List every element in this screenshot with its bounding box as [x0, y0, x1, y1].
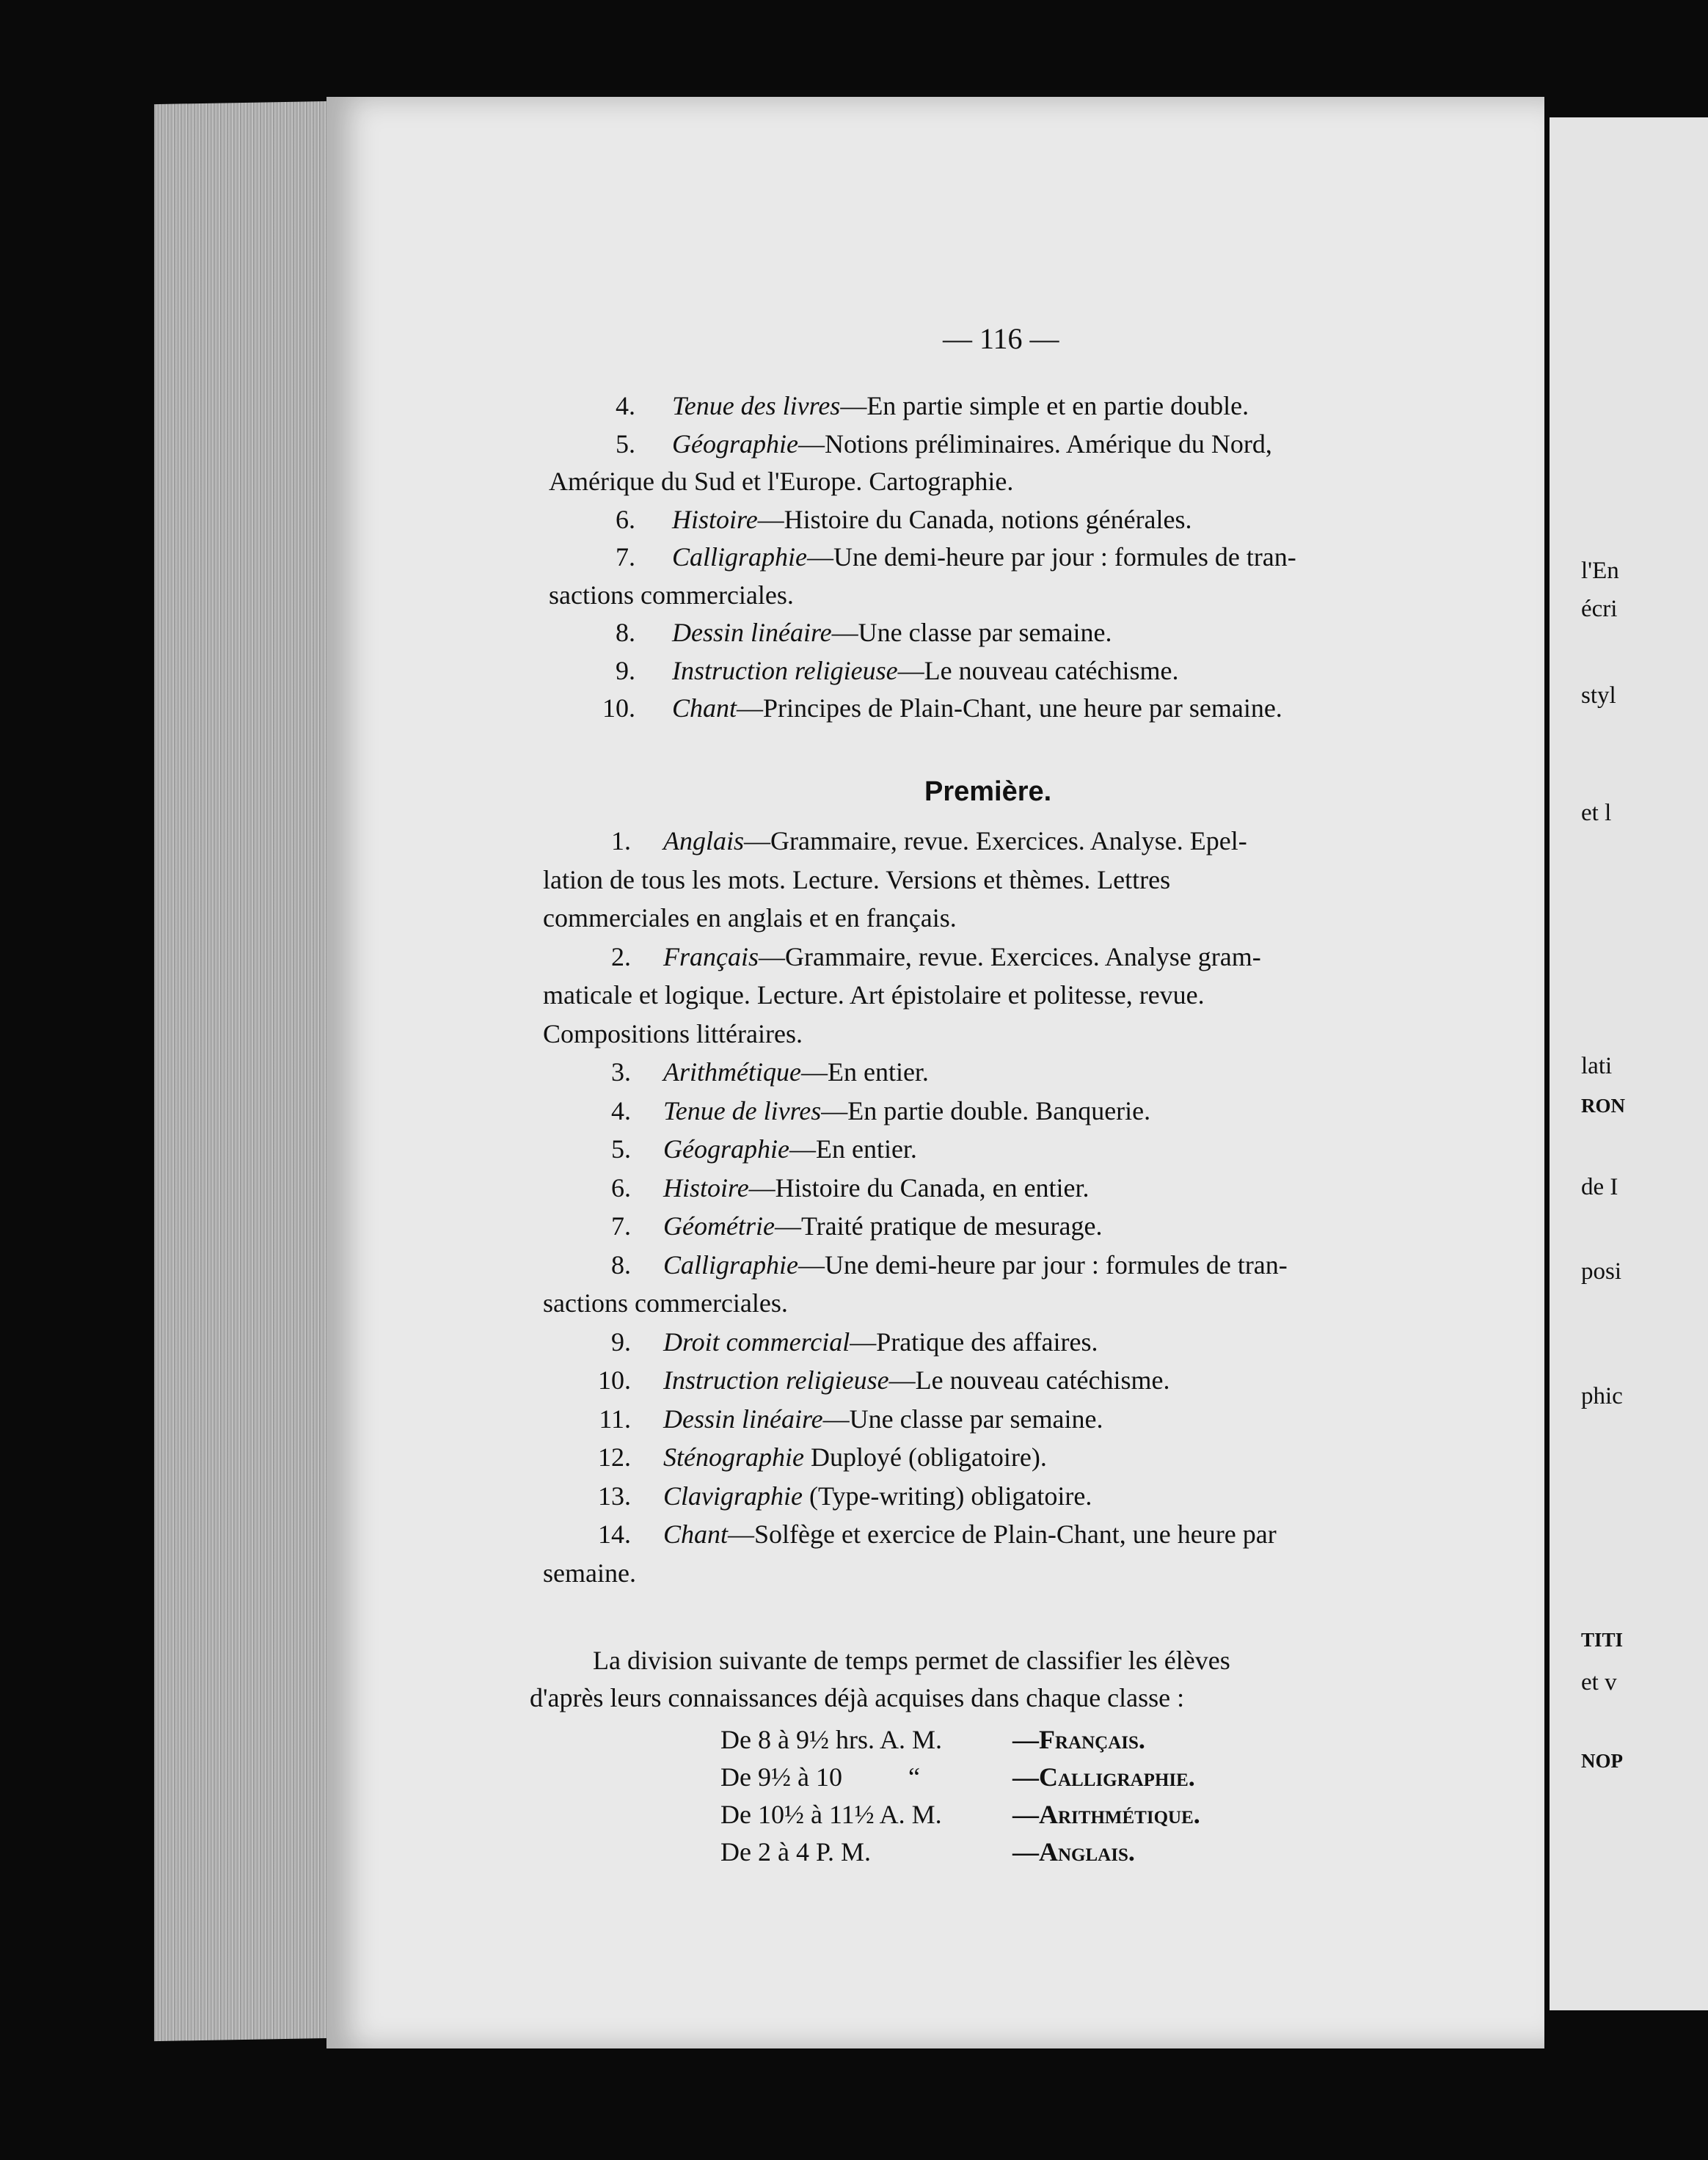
item-continuation: Compositions littéraires.: [543, 1018, 803, 1048]
item-text: —Pratique des affaires.: [850, 1327, 1098, 1357]
item-line: [672, 541, 1296, 572]
item-term: Calligraphie: [672, 542, 808, 572]
item-continuation: commerciales en anglais et en français.: [543, 903, 957, 933]
item-line: [672, 390, 1249, 421]
adjacent-page-fragment: NOP: [1581, 1750, 1623, 1772]
item-number: 4.: [616, 391, 635, 420]
item-number: 6.: [616, 504, 635, 534]
item-line: [663, 1481, 1092, 1511]
item-term: Dessin linéaire: [672, 618, 832, 647]
item-number: 8.: [616, 618, 635, 647]
item-text: —Une classe par semaine.: [822, 1404, 1103, 1434]
item-text: —Histoire du Canada, notions générales.: [757, 504, 1192, 534]
item-number: 13.: [598, 1481, 631, 1511]
adjacent-page-fragment: styl: [1581, 682, 1616, 709]
item-continuation: semaine.: [543, 1558, 636, 1588]
adjacent-page-fragment: et v: [1581, 1669, 1617, 1696]
item-number: 8.: [611, 1249, 631, 1280]
item-number: 10.: [602, 693, 635, 723]
adjacent-page-fragment: phic: [1581, 1383, 1623, 1409]
adjacent-page-fragment: de I: [1581, 1174, 1618, 1200]
item-term: Arithmétique: [663, 1057, 801, 1087]
item-number: 10.: [598, 1365, 631, 1395]
item-number: 3.: [611, 1057, 631, 1087]
item-term: Anglais: [663, 826, 745, 855]
item-number: 1.: [611, 826, 631, 855]
item-line: [663, 1172, 1090, 1203]
item-line: [663, 941, 1261, 972]
page: [326, 97, 1544, 2048]
adjacent-page-fragment: écri: [1581, 596, 1618, 622]
item-term: Instruction religieuse: [663, 1365, 889, 1395]
item-text: —Grammaire, revue. Exercices. Analyse gram-: [759, 941, 1261, 971]
intro-line-1: La division suivante de temps permet de classifier les élèves: [593, 1646, 1230, 1675]
item-text: —Solfège et exercice de Plain-Chant, une heure par: [728, 1519, 1277, 1549]
adjacent-page-fragment: et l: [1581, 800, 1612, 826]
item-term: Géographie: [672, 428, 798, 459]
item-line: [672, 504, 1192, 535]
schedule-time: De 10½ à 11½ A. M.: [720, 1800, 942, 1829]
item-term: Dessin linéaire: [663, 1404, 823, 1434]
item-term: Chant: [672, 693, 737, 723]
item-number: 12.: [598, 1442, 631, 1472]
schedule-subject: —Anglais.: [1012, 1837, 1135, 1867]
item-text: —Histoire du Canada, en entier.: [748, 1172, 1090, 1203]
schedule-time: De 9½ à 10 “: [720, 1762, 920, 1792]
item-line: [672, 428, 1272, 459]
item-line: [663, 1057, 929, 1087]
item-text: —Le nouveau catéchisme.: [888, 1365, 1170, 1395]
page-number: — 116 —: [943, 322, 1059, 355]
item-text: —Grammaire, revue. Exercices. Analyse. Epel-: [744, 826, 1247, 855]
item-continuation: Amérique du Sud et l'Europe. Cartographie.: [549, 467, 1014, 496]
item-line: [663, 1519, 1277, 1550]
adjacent-page-fragment: posi: [1581, 1258, 1622, 1285]
schedule-subject: —Français.: [1012, 1725, 1145, 1754]
item-term: Géométrie: [663, 1211, 775, 1241]
item-line: [663, 825, 1247, 856]
item-continuation: sactions commerciales.: [543, 1288, 788, 1318]
item-term: Tenue de livres: [663, 1095, 822, 1125]
item-number: 14.: [598, 1519, 631, 1549]
item-line: [663, 1134, 917, 1164]
item-line: [663, 1327, 1098, 1357]
item-continuation: maticale et logique. Lecture. Art épistolaire et politesse, revue.: [543, 980, 1205, 1010]
item-number: 9.: [616, 655, 635, 685]
item-number: 6.: [611, 1172, 631, 1203]
item-line: [663, 1095, 1150, 1126]
item-text: —Une demi-heure par jour : formules de tran-: [807, 542, 1296, 572]
item-text: —En entier.: [789, 1134, 917, 1164]
item-text: —En partie double. Banquerie.: [821, 1095, 1151, 1125]
adjacent-page-fragment: lati: [1581, 1053, 1613, 1079]
item-text: —En entier.: [800, 1057, 929, 1087]
item-number: 9.: [611, 1327, 631, 1357]
item-number: 7.: [611, 1211, 631, 1241]
item-text: —Le nouveau catéchisme.: [897, 655, 1179, 685]
adjacent-page-fragment: RON: [1581, 1095, 1625, 1117]
adjacent-page-fragment: TITI: [1581, 1629, 1624, 1651]
item-number: 5.: [611, 1134, 631, 1164]
item-term: Instruction religieuse: [672, 655, 898, 685]
item-line: [672, 693, 1282, 723]
item-term: Histoire: [663, 1172, 749, 1203]
intro-line-2: d'après leurs connaissances déjà acquises dans chaque classe :: [530, 1683, 1185, 1712]
item-line: [663, 1211, 1103, 1241]
item-number: 2.: [611, 941, 631, 971]
item-text: (Type-writing) obligatoire.: [802, 1481, 1092, 1511]
item-line: [663, 1365, 1169, 1395]
item-text: —Une demi-heure par jour : formules de tran-: [798, 1249, 1288, 1280]
item-term: Chant: [663, 1519, 729, 1549]
item-text: —En partie simple et en partie double.: [840, 391, 1249, 420]
item-number: 4.: [611, 1095, 631, 1125]
item-term: Clavigraphie: [663, 1481, 803, 1511]
item-term: Géographie: [663, 1134, 789, 1164]
item-continuation: sactions commerciales.: [549, 580, 794, 610]
item-term: Droit commercial: [663, 1327, 850, 1357]
schedule-subject: —Arithmétique.: [1012, 1800, 1200, 1829]
item-line: [663, 1442, 1047, 1473]
item-line: [672, 655, 1178, 686]
item-text: —Principes de Plain-Chant, une heure par semaine.: [737, 693, 1282, 723]
item-text: —Notions préliminaires. Amérique du Nord,: [798, 428, 1272, 459]
item-number: 11.: [599, 1404, 631, 1434]
item-text: —Une classe par semaine.: [831, 618, 1112, 647]
item-number: 7.: [616, 542, 635, 572]
item-line: [672, 617, 1112, 648]
schedule-time: De 2 à 4 P. M.: [720, 1837, 871, 1867]
item-text: —Traité pratique de mesurage.: [774, 1211, 1103, 1241]
schedule-subject: —Calligraphie.: [1012, 1762, 1195, 1792]
item-term: Histoire: [672, 504, 758, 534]
item-continuation: lation de tous les mots. Lecture. Versions et thèmes. Lettres: [543, 864, 1171, 894]
adjacent-page-fragment: l'En: [1581, 558, 1619, 584]
item-term: Calligraphie: [663, 1249, 799, 1280]
item-text: Duployé (obligatoire).: [803, 1442, 1047, 1472]
adjacent-page: [1550, 117, 1708, 2010]
item-line: [663, 1249, 1288, 1280]
item-term: Tenue des livres: [672, 391, 841, 420]
item-term: Sténographie: [663, 1442, 804, 1472]
section-heading: Première.: [924, 776, 1052, 807]
schedule-time: De 8 à 9½ hrs. A. M.: [720, 1725, 942, 1754]
item-number: 5.: [616, 428, 635, 459]
item-term: Français: [663, 941, 759, 971]
item-line: [663, 1404, 1103, 1434]
book-page-edges: [154, 101, 330, 2041]
